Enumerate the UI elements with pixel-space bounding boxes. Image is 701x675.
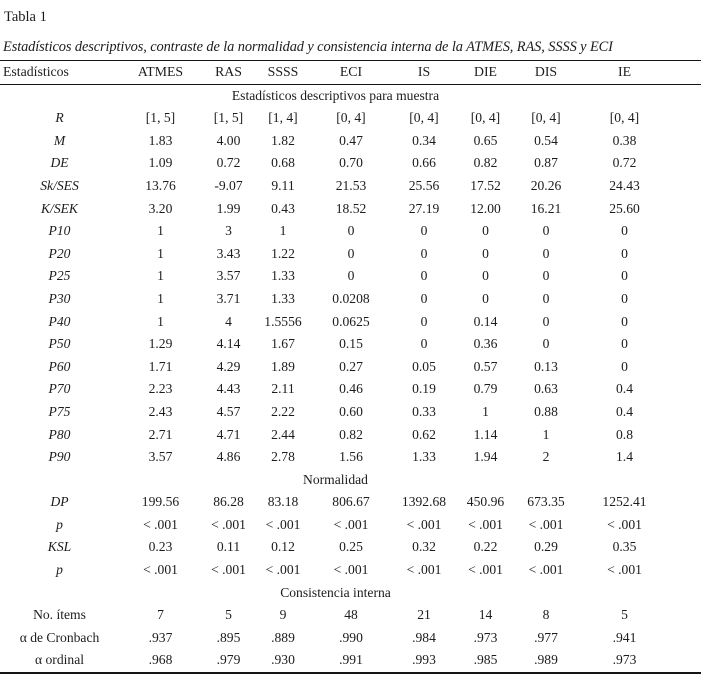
data-cell: 0.4 xyxy=(616,403,633,419)
data-cell: 0.65 xyxy=(473,132,498,148)
data-cell: 18.52 xyxy=(335,200,367,216)
data-cell: 0 xyxy=(420,336,428,352)
data-cell: 0 xyxy=(621,313,628,329)
column-header: Estadísticos xyxy=(0,61,119,84)
data-cell: < .001 xyxy=(607,516,642,532)
row-label: DP xyxy=(50,494,69,510)
data-cell: 0.87 xyxy=(534,155,558,171)
data-cell: 0 xyxy=(420,245,428,261)
data-cell: [1, 5] xyxy=(145,110,176,126)
data-cell: .991 xyxy=(311,649,391,673)
column-header: IE xyxy=(578,61,701,84)
row-label: P10 xyxy=(48,223,71,239)
data-cell: 1 xyxy=(157,245,164,261)
row-label: P40 xyxy=(48,313,71,329)
data-cell: 0.0208 xyxy=(332,290,370,306)
row-label: P20 xyxy=(48,245,71,261)
data-cell: 1.99 xyxy=(216,200,241,216)
data-cell: 1 xyxy=(157,290,164,306)
data-cell: .990 xyxy=(339,629,363,645)
data-cell: 2.23 xyxy=(148,381,173,397)
table-row xyxy=(0,649,701,673)
data-cell: 3 xyxy=(225,223,232,239)
row-label: α de Cronbach xyxy=(19,629,100,645)
table-row xyxy=(0,243,701,266)
data-cell: 0.72 xyxy=(612,155,637,171)
data-cell: 17.52 xyxy=(470,177,501,193)
data-cell: 1 xyxy=(157,223,164,239)
data-cell: 4.71 xyxy=(216,426,241,442)
data-cell: 0 xyxy=(347,223,355,239)
data-cell: 1 xyxy=(157,268,164,284)
data-cell: 4.29 xyxy=(216,358,241,374)
row-label: p xyxy=(56,562,63,578)
data-cell: .973 xyxy=(473,629,498,645)
table-row xyxy=(0,424,701,447)
data-cell: 0.12 xyxy=(271,539,295,555)
data-cell: 0.13 xyxy=(534,358,558,374)
data-cell: 0 xyxy=(420,223,428,239)
data-cell: 806.67 xyxy=(332,494,370,510)
section-header: Consistencia interna xyxy=(280,584,391,600)
data-cell: 86.28 xyxy=(213,494,244,510)
data-cell: 1 xyxy=(157,313,164,329)
data-cell: 1 xyxy=(482,403,489,419)
data-cell: 9 xyxy=(279,607,287,623)
column-header: DIS xyxy=(514,61,578,84)
data-cell: 21 xyxy=(417,607,431,623)
column-header: ECI xyxy=(311,61,391,84)
table-row xyxy=(0,401,701,424)
data-cell: 0.72 xyxy=(216,155,241,171)
data-cell: 2.71 xyxy=(148,426,173,442)
data-cell: 0 xyxy=(542,336,550,352)
data-cell: 8 xyxy=(542,607,550,623)
data-cell: 83.18 xyxy=(267,494,299,510)
data-cell: 0.82 xyxy=(473,155,498,171)
data-cell: 0 xyxy=(420,313,428,329)
data-cell: .984 xyxy=(412,629,436,645)
section-header: Normalidad xyxy=(303,471,368,487)
data-cell: 1.22 xyxy=(271,245,295,261)
row-label: α ordinal xyxy=(0,649,119,673)
row-label: KSL xyxy=(47,539,72,555)
row-label: P80 xyxy=(48,426,71,442)
data-cell: 0.66 xyxy=(412,155,436,171)
data-cell: .979 xyxy=(202,649,255,673)
table-row xyxy=(0,514,701,537)
data-cell: 7 xyxy=(157,607,164,623)
data-cell: < .001 xyxy=(406,516,442,532)
table-row xyxy=(0,175,701,198)
data-cell: [0, 4] xyxy=(470,110,501,126)
table-row xyxy=(0,446,701,469)
table-row xyxy=(0,378,701,401)
data-cell: 25.60 xyxy=(609,200,640,216)
data-cell: 0 xyxy=(420,290,428,306)
data-cell: 25.56 xyxy=(408,177,440,193)
data-cell: 0 xyxy=(482,245,489,261)
data-cell: 0.57 xyxy=(473,358,498,374)
data-cell: 0.79 xyxy=(473,381,498,397)
data-cell: 1.94 xyxy=(473,449,498,465)
row-label: DE xyxy=(50,155,69,171)
data-cell: 5 xyxy=(225,607,232,623)
column-header: IS xyxy=(391,61,457,84)
row-label: P25 xyxy=(48,268,71,284)
data-cell: 0.62 xyxy=(412,426,436,442)
data-cell: 0 xyxy=(347,245,355,261)
data-cell: 1.89 xyxy=(271,358,295,374)
data-cell: 0.0625 xyxy=(332,313,370,329)
data-cell: < .001 xyxy=(468,562,503,578)
data-cell: < .001 xyxy=(265,562,301,578)
data-cell: .973 xyxy=(578,649,701,673)
table-row xyxy=(0,107,701,130)
data-cell: 0.47 xyxy=(339,132,363,148)
data-cell: -9.07 xyxy=(214,177,243,193)
data-cell: 0.70 xyxy=(339,155,363,171)
data-cell: < .001 xyxy=(528,562,564,578)
data-cell: 27.19 xyxy=(408,200,440,216)
data-cell: 0.82 xyxy=(339,426,363,442)
row-label: P50 xyxy=(48,336,71,352)
data-cell: 4.14 xyxy=(216,336,241,352)
data-cell: .993 xyxy=(391,649,457,673)
data-cell: < .001 xyxy=(333,562,369,578)
data-cell: 4.86 xyxy=(216,449,241,465)
data-cell: 21.53 xyxy=(335,177,367,193)
column-header: SSSS xyxy=(255,61,311,84)
row-label: Sk/SES xyxy=(40,177,79,193)
row-label: P30 xyxy=(48,290,71,306)
data-cell: 2.44 xyxy=(271,426,295,442)
data-cell: 0.23 xyxy=(148,539,173,555)
data-cell: 5 xyxy=(621,607,628,623)
data-cell: .985 xyxy=(457,649,514,673)
data-cell: 0.46 xyxy=(339,381,363,397)
data-cell: 0 xyxy=(621,336,628,352)
data-cell: 14 xyxy=(478,607,493,623)
data-cell: 199.56 xyxy=(141,494,180,510)
data-cell: 3.20 xyxy=(148,200,173,216)
data-cell: < .001 xyxy=(211,516,246,532)
row-label: M xyxy=(53,132,66,148)
data-cell: 0.32 xyxy=(412,539,436,555)
data-cell: 1.33 xyxy=(271,268,295,284)
table-body xyxy=(0,84,701,673)
data-cell: < .001 xyxy=(265,516,301,532)
data-cell: 3.57 xyxy=(216,268,241,284)
data-cell: 450.96 xyxy=(466,494,505,510)
data-cell: < .001 xyxy=(143,516,178,532)
header-row xyxy=(0,61,701,84)
table-row xyxy=(0,627,701,650)
data-cell: [0, 4] xyxy=(531,110,561,126)
data-cell: 0 xyxy=(482,223,489,239)
data-cell: .968 xyxy=(119,649,202,673)
data-cell: 1.33 xyxy=(271,290,295,306)
table-row xyxy=(0,356,701,379)
data-cell: 0.68 xyxy=(271,155,295,171)
data-cell: 9.11 xyxy=(271,177,295,193)
data-cell: 24.43 xyxy=(609,177,640,193)
caption-rule xyxy=(0,38,701,61)
table-row xyxy=(0,265,701,288)
data-cell: 3.57 xyxy=(148,449,173,465)
row-label: P75 xyxy=(48,403,71,419)
data-cell: 0.22 xyxy=(473,539,498,555)
table-row xyxy=(0,152,701,175)
data-cell: 0.15 xyxy=(339,336,363,352)
data-cell: 48 xyxy=(344,607,358,623)
data-cell: .937 xyxy=(148,629,173,645)
data-cell: 12.00 xyxy=(470,200,501,216)
data-cell: 0.4 xyxy=(616,381,633,397)
data-cell: 0.35 xyxy=(612,539,637,555)
data-cell: 4.00 xyxy=(216,132,241,148)
data-cell: [0, 4] xyxy=(409,110,439,126)
row-label: P70 xyxy=(48,381,71,397)
data-cell: 0 xyxy=(621,223,628,239)
data-cell: 0.33 xyxy=(412,403,436,419)
data-cell: 0 xyxy=(621,358,628,374)
table-title: Tabla 1 xyxy=(4,9,47,25)
data-cell: 3.71 xyxy=(216,290,241,306)
data-cell: 0.60 xyxy=(339,403,363,419)
data-cell: .889 xyxy=(271,629,295,645)
data-cell: 0.05 xyxy=(412,358,436,374)
data-cell: 2.78 xyxy=(271,449,295,465)
section-header-row xyxy=(0,582,701,605)
data-cell: 0.27 xyxy=(339,358,363,374)
table-row xyxy=(0,198,701,221)
data-cell: 1.83 xyxy=(148,132,173,148)
table-caption: Estadísticos descriptivos, contraste de la normalidad y consistencia interna de la ATMES, RAS, SSSS y ECI xyxy=(3,39,613,55)
table-row xyxy=(0,311,701,334)
stats-table xyxy=(0,61,701,674)
data-cell: 673.35 xyxy=(527,494,565,510)
row-label: P90 xyxy=(48,449,71,465)
data-cell: .895 xyxy=(216,629,241,645)
table-row xyxy=(0,536,701,559)
data-cell: 1.82 xyxy=(271,132,295,148)
data-cell: 1.56 xyxy=(339,449,363,465)
data-cell: 0 xyxy=(482,268,489,284)
data-cell: 0 xyxy=(482,290,489,306)
data-cell: < .001 xyxy=(607,562,642,578)
data-cell: 1 xyxy=(279,223,287,239)
data-cell: 0.63 xyxy=(534,381,558,397)
data-cell: < .001 xyxy=(211,562,246,578)
data-cell: 3.43 xyxy=(216,245,241,261)
section-header-row xyxy=(0,84,701,107)
data-cell: < .001 xyxy=(143,562,178,578)
data-cell: 0.38 xyxy=(612,132,637,148)
data-cell: 0 xyxy=(542,313,550,329)
data-cell: 0.8 xyxy=(616,426,633,442)
data-cell: 0 xyxy=(621,268,628,284)
data-cell: 1.5556 xyxy=(264,313,302,329)
table-row xyxy=(0,604,701,627)
data-cell: 4 xyxy=(225,313,232,329)
table-row xyxy=(0,491,701,514)
data-cell: 1.09 xyxy=(148,155,173,171)
column-header: ATMES xyxy=(119,61,202,84)
data-cell: 1.67 xyxy=(271,336,295,352)
data-cell: .977 xyxy=(534,629,558,645)
data-cell: 0 xyxy=(621,245,628,261)
section-header-row xyxy=(0,469,701,492)
data-cell: 2.11 xyxy=(271,381,295,397)
column-header: RAS xyxy=(202,61,255,84)
row-label: R xyxy=(55,110,64,126)
row-label: No. ítems xyxy=(33,607,86,623)
data-cell: 4.57 xyxy=(216,403,241,419)
data-cell: 0.43 xyxy=(271,200,295,216)
row-label: P60 xyxy=(48,358,71,374)
data-cell: 0 xyxy=(347,268,355,284)
data-cell: 1 xyxy=(542,426,550,442)
data-cell: 0.88 xyxy=(534,403,558,419)
data-cell: < .001 xyxy=(333,516,369,532)
table-row xyxy=(0,220,701,243)
data-cell: 1.4 xyxy=(616,449,633,465)
data-cell: [0, 4] xyxy=(336,110,366,126)
data-cell: 0.54 xyxy=(534,132,558,148)
data-cell: 0.34 xyxy=(412,132,436,148)
data-cell: 2.22 xyxy=(271,403,295,419)
data-cell: 1252.41 xyxy=(602,494,647,510)
data-cell: 0 xyxy=(542,268,550,284)
data-cell: 1392.68 xyxy=(401,494,447,510)
data-cell: 0.11 xyxy=(216,539,241,555)
data-cell: 0 xyxy=(542,245,550,261)
table-row xyxy=(0,130,701,153)
data-cell: < .001 xyxy=(406,562,442,578)
column-header: DIE xyxy=(457,61,514,84)
data-cell: 0.19 xyxy=(412,381,436,397)
data-cell: [1, 4] xyxy=(268,110,298,126)
data-cell: [1, 5] xyxy=(213,110,244,126)
data-cell: 1.33 xyxy=(412,449,436,465)
data-cell: 0 xyxy=(420,268,428,284)
data-cell: 0.14 xyxy=(473,313,498,329)
data-cell: 0 xyxy=(621,290,628,306)
data-cell: 13.76 xyxy=(145,177,176,193)
data-cell: 1.29 xyxy=(148,336,173,352)
data-cell: 0 xyxy=(542,290,550,306)
data-cell: 1.14 xyxy=(473,426,498,442)
table-row xyxy=(0,559,701,582)
data-cell: .930 xyxy=(255,649,311,673)
data-cell: 16.21 xyxy=(530,200,562,216)
data-cell: 0.25 xyxy=(339,539,363,555)
data-cell: 20.26 xyxy=(530,177,562,193)
row-label: K/SEK xyxy=(40,200,78,216)
data-cell: .941 xyxy=(612,629,637,645)
data-cell: 0.29 xyxy=(534,539,558,555)
data-cell: < .001 xyxy=(468,516,503,532)
data-cell: 2 xyxy=(542,449,550,465)
row-label: p xyxy=(56,516,63,532)
section-header: Estadísticos descriptivos para muestra xyxy=(231,87,440,103)
data-cell: 1.71 xyxy=(148,358,173,374)
table-row xyxy=(0,288,701,311)
table-row xyxy=(0,333,701,356)
data-cell: 2.43 xyxy=(148,403,173,419)
data-cell: 0.36 xyxy=(473,336,498,352)
data-cell: [0, 4] xyxy=(609,110,640,126)
data-cell: .989 xyxy=(514,649,578,673)
data-cell: 4.43 xyxy=(216,381,241,397)
data-cell: < .001 xyxy=(528,516,564,532)
data-cell: 0 xyxy=(542,223,550,239)
